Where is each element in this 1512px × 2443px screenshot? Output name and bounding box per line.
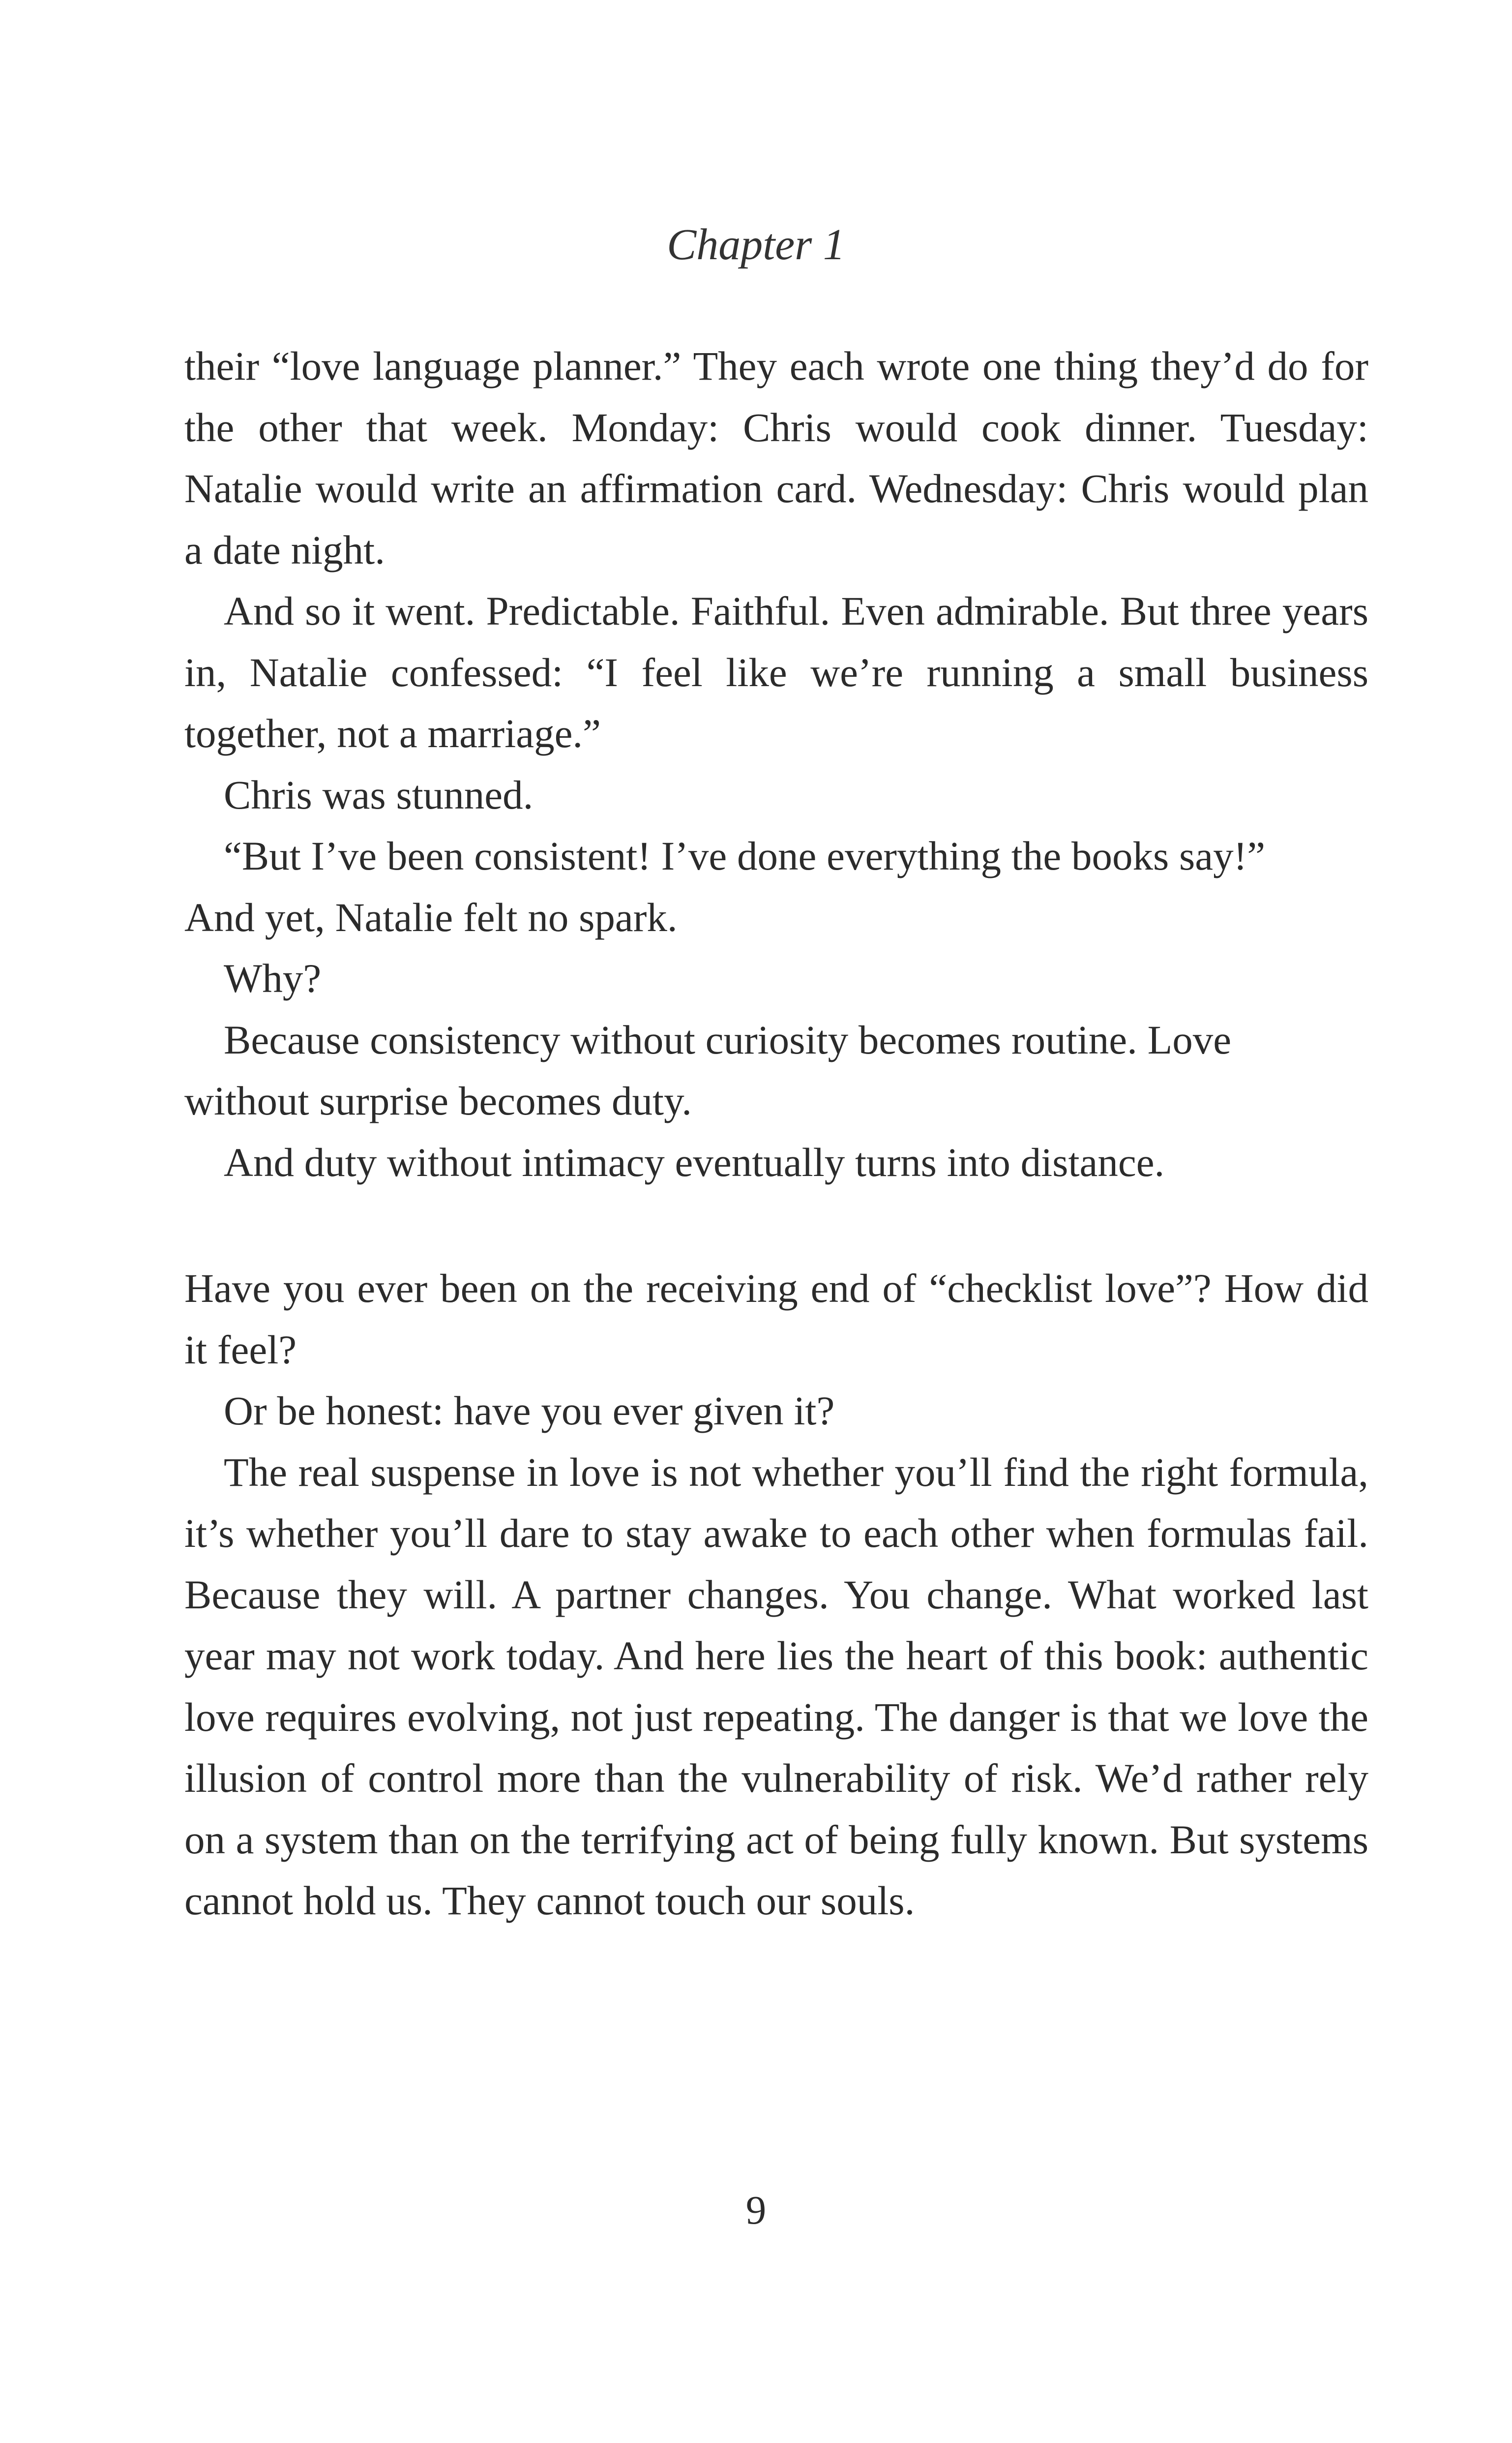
paragraph: The real suspense in love is not whether you’ll find the right formula, it’s whether you’ll dare to stay awake to each other when formulas fail. Because they will. A partner changes. You change. What worked last year may not work today. And here lies the heart of this book: authentic love requires evolving, not just repeating. The danger is that we love the illusion of control more than the vulnerability of risk. We’d rather rely on a system than on the terrifying act of being fully known. But systems cannot hold us. They cannot touch our souls. xyxy=(184,1449,1368,1923)
page-number: 9 xyxy=(745,2187,767,2232)
paragraph: Or be honest: have you ever given it? xyxy=(224,1388,835,1433)
paragraph: And duty without intimacy eventually turns into distance. xyxy=(224,1139,1165,1185)
text-block-1 xyxy=(184,335,1368,1193)
paragraph: Chris was stunned. xyxy=(224,772,534,817)
paragraph: Why? xyxy=(224,956,322,1001)
running-head: Chapter 1 xyxy=(667,220,845,269)
paragraph: Have you ever been on the receiving end of “checklist love”? How did it feel? xyxy=(184,1266,1368,1372)
paragraph: “But I’ve been consistent! I’ve done everything the books say!” xyxy=(224,833,1266,878)
text-block-2 xyxy=(184,1258,1368,1931)
paragraph: Because consistency without curiosity becomes routine. Love without surprise becomes duty. xyxy=(184,1017,1232,1123)
paragraph: And yet, Natalie felt no spark. xyxy=(184,894,678,940)
paragraph: And so it went. Predictable. Faithful. Even admirable. But three years in, Natalie confessed: “I feel like we’re running a small business together, not a marriage.” xyxy=(184,588,1368,756)
paragraph: their “love language planner.” They each wrote one thing they’d do for the other that week. Monday: Chris would cook dinner. Tuesday: Natalie would write an affirmation card. Wednesday: Chris would plan a date night. xyxy=(184,343,1368,573)
